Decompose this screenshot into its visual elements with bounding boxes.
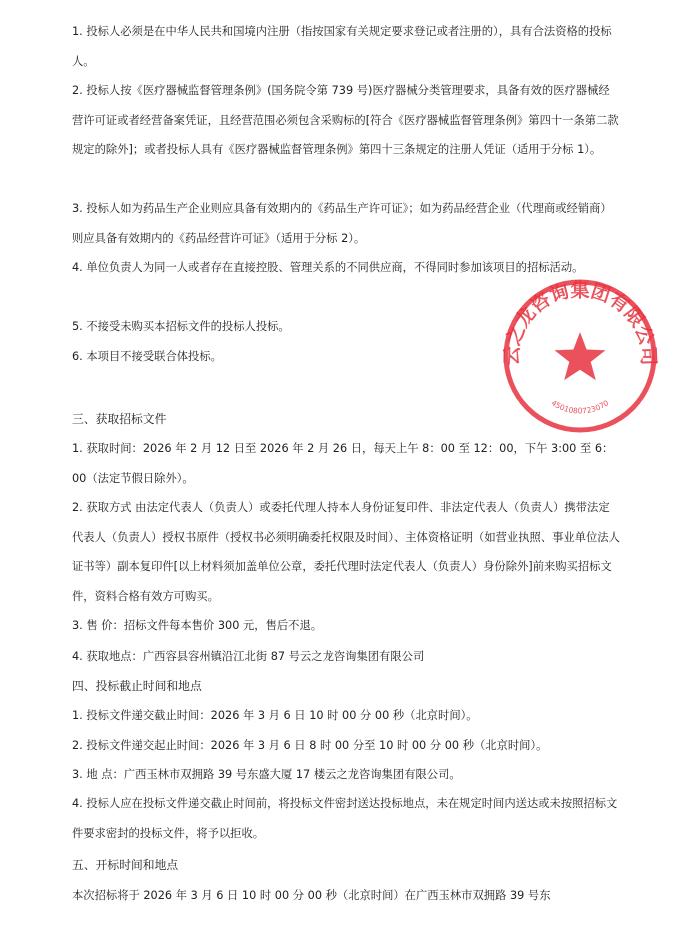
qualification-item: 5. 不接受未购买本招标文件的投标人投标。 <box>72 320 290 333</box>
section-text: 本次招标将于 2026 年 3 月 6 日 10 时 00 分 00 秒（北京时间）在广西玉林市双拥路 39 号东 <box>72 889 551 902</box>
star-icon <box>555 332 606 380</box>
section-item: 3. 售 价：招标文件每本售价 300 元，售后不退。 <box>72 619 323 632</box>
section-heading: 三、获取招标文件 <box>72 412 167 426</box>
section-item: 3. 地 点：广西玉林市双拥路 39 号东盛大厦 17 楼云之龙咨询集团有限公司。 <box>72 768 461 781</box>
qualification-item: 4. 单位负责人为同一人或者存在直接控股、管理关系的不同供应商，不得同时参加该项目的招标活动。 <box>72 261 584 274</box>
section-item: 4. 获取地点：广西容县容州镇沿江北街 87 号云之龙咨询集团有限公司 <box>72 650 425 663</box>
qualification-item: 6. 本项目不接受联合体投标。 <box>72 350 222 363</box>
section-heading: 五、开标时间和地点 <box>72 858 179 872</box>
section-item: 1. 投标文件递交截止时间：2026 年 3 月 6 日 10 时 00 分 00 秒（北京时间）。 <box>72 709 478 722</box>
qualification-item: 3. 投标人如为药品生产企业则应具备有效期内的《药品生产许可证》；如为药品经营企业（代理商或经销商）则应具备有效期内的《药品经营许可证》（适用于分标 2）。 <box>72 202 612 245</box>
seal-code-text: 4501080723070 <box>549 398 611 416</box>
qualification-item: 2. 投标人按《医疗器械监督管理条例》(国务院令第 739 号)医疗器械分类管理要求，具备有效的医疗器械经营许可证或者经营备案凭证，且经营范围必须包含采购标的[符合《医疗器械监督管理条例》第四十一条第二款规定的除外]；或者投标人具有《医疗器械监督管理条例》第四十三条规定的注册人凭证（适用于分标 1）。 <box>72 84 619 156</box>
company-seal <box>501 277 659 435</box>
section-item: 2. 获取方式 由法定代表人（负责人）或委托代理人持本人身份证复印件、非法定代表人（负责人）携带法定代表人（负责人）授权书原件（授权书必须明确委托权限及时间）、主体资格证明（如营业执照、事业单位法人证书等）副本复印件[以上材料须加盖单位公章，委托代理时法定代表人（负责人）身份除外]前来购买招标文件，资料合格有效方可购买。 <box>72 501 620 603</box>
qualification-item: 1. 投标人必须是在中华人民共和国境内注册（指按国家有关规定要求登记或者注册的），具有合法资格的投标人。 <box>72 25 612 68</box>
seal-company-text: 云之龙咨询集团有限公司 <box>501 279 659 366</box>
section-item: 2. 投标文件递交起止时间：2026 年 3 月 6 日 8 时 00 分至 10 时 00 分 00 秒（北京时间）。 <box>72 739 548 752</box>
section-item: 1. 获取时间：2026 年 2 月 12 日至 2026 年 2 月 26 日，每天上午 8：00 至 12：00，下午 3:00 至 6：00（法定节假日除外）。 <box>72 442 614 485</box>
section-item: 4. 投标人应在投标文件递交截止时间前，将投标文件密封送达投标地点，未在规定时间内送达或未按照招标文件要求密封的投标文件，将予以拒收。 <box>72 797 618 840</box>
section-heading: 四、投标截止时间和地点 <box>72 679 202 693</box>
